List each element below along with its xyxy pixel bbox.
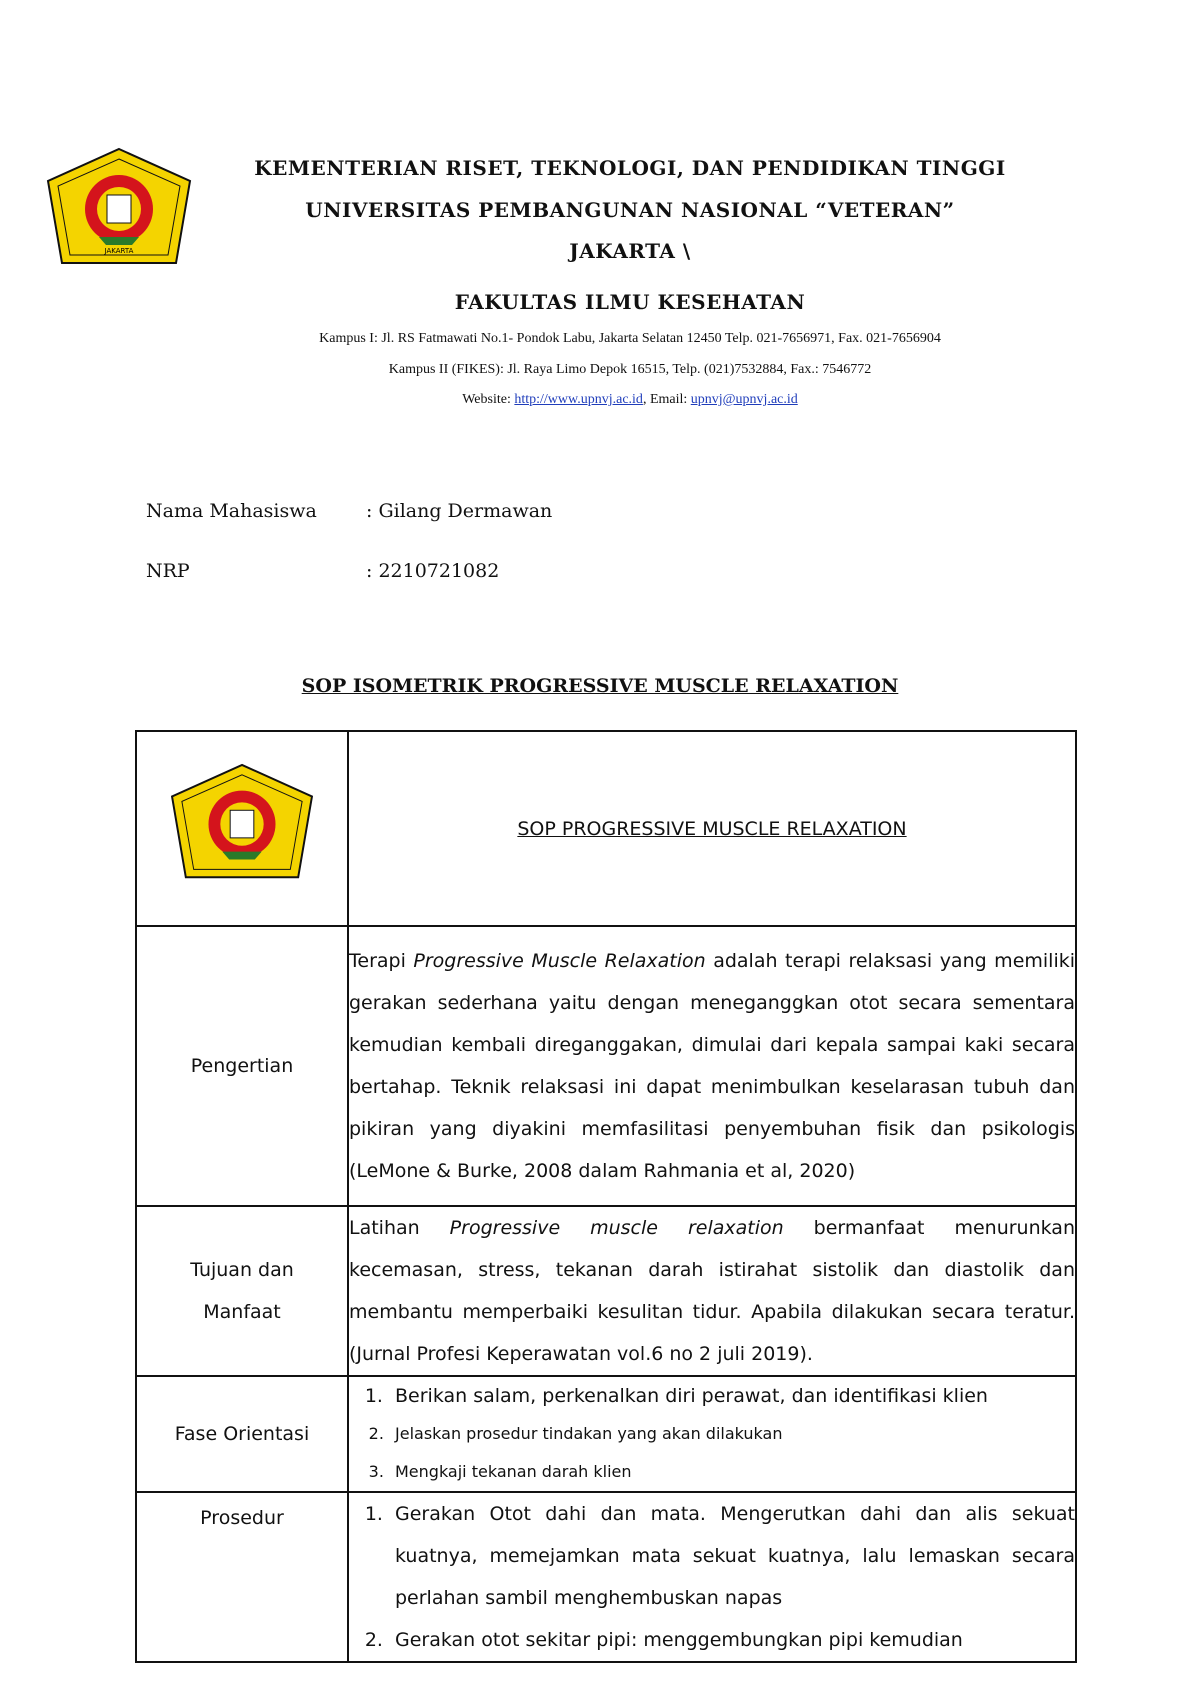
fase-orientasi-content (348, 1376, 1076, 1492)
prosedur-row (136, 1492, 1076, 1662)
list-item: 2. Gerakan otot sekitar pipi: menggembungkan pipi kemudian (389, 1619, 1075, 1661)
pengertian-text-em: Progressive Muscle Relaxation (413, 950, 706, 972)
university-heading: UNIVERSITAS PEMBANGUNAN NASIONAL “VETERAN” (305, 198, 955, 222)
student-name-label: Nama Mahasiswa (146, 500, 317, 522)
pengertian-text-post: adalah terapi relaksasi yang memiliki gerakan sederhana yaitu dengan meneganggkan otot secara sementara kemudian kembali direganggakan, dimulai dari kepala sampai kaki secara bertahap. Teknik relaksasi ini dapat menimbulkan keselarasan tubuh dan pikiran yang diyakini memfasilitasi penyembuhan fisik dan psikologis (LeMone & Burke, 2008 dalam Rahmania et al, 2020) (349, 950, 1076, 1182)
campus-2-address: Kampus II (FIKES): Jl. Raya Limo Depok 16515, Telp. (021)7532884, Fax.: 7546772 (388, 362, 872, 377)
list-item: 2. Jelaskan prosedur tindakan yang akan dilakukan (389, 1415, 1075, 1453)
faculty-heading: FAKULTAS ILMU KESEHATAN (454, 290, 806, 314)
table-logo-cell (136, 731, 348, 926)
student-nrp-label: NRP (146, 560, 190, 582)
tujuan-text-em: Progressive muscle relaxation (449, 1217, 784, 1239)
student-name-row (146, 500, 552, 522)
ministry-heading: KEMENTERIAN RISET, TEKNOLOGI, DAN PENDIDIKAN TINGGI (254, 156, 1006, 180)
website-label: Website: (462, 392, 515, 407)
list-item: 1. Berikan salam, perkenalkan diri perawat, dan identifikasi klien (389, 1377, 1075, 1415)
campus-1-address: Kampus I: Jl. RS Fatmawati No.1- Pondok Labu, Jakarta Selatan 12450 Telp. 021-7656971, Fax. 021-7656904 (319, 331, 941, 346)
fase-orientasi-list (349, 1377, 1075, 1491)
pengertian-row (136, 926, 1076, 1206)
pengertian-text-pre: Terapi (349, 950, 414, 972)
tujuan-row (136, 1206, 1076, 1376)
svg-text:JAKARTA: JAKARTA (104, 247, 134, 255)
email-link[interactable]: upnvj@upnvj.ac.id (690, 392, 798, 407)
list-item: 3. Mengkaji tekanan darah klien (389, 1453, 1075, 1491)
university-logo (44, 145, 194, 283)
student-nrp-value: : 2210721082 (366, 560, 500, 582)
prosedur-content (348, 1492, 1076, 1662)
prosedur-list (349, 1493, 1075, 1661)
student-name-value: : Gilang Dermawan (366, 500, 553, 522)
pengertian-content (348, 926, 1076, 1206)
tujuan-label (136, 1206, 348, 1376)
sop-table (135, 730, 1077, 1663)
student-nrp-row (146, 560, 499, 582)
document-title: SOP ISOMETRIK PROGRESSIVE MUSCLE RELAXATION (301, 675, 899, 697)
fase-orientasi-label: Fase Orientasi (136, 1376, 348, 1492)
fase-orientasi-row (136, 1376, 1076, 1492)
table-header-row (136, 731, 1076, 926)
tujuan-label-line-1: Tujuan dan (190, 1259, 294, 1281)
pengertian-label: Pengertian (136, 926, 348, 1206)
tujuan-text-post: bermanfaat menurunkan kecemasan, stress, tekanan darah istirahat sistolik dan diastolik dan membantu memperbaiki kesulitan tidur. Apabila dilakukan secara teratur. (Jurnal Profesi Keperawatan vol.6 no 2 juli 2019). (349, 1217, 1075, 1365)
city-heading: JAKARTA \ (569, 239, 691, 263)
prosedur-label: Prosedur (136, 1492, 348, 1662)
table-header-title: SOP PROGRESSIVE MUSCLE RELAXATION (348, 731, 1076, 926)
table-university-logo (167, 761, 317, 897)
email-label: , Email: (642, 392, 691, 407)
tujuan-label-line-2: Manfaat (203, 1301, 281, 1323)
list-item: 1. Gerakan Otot dahi dan mata. Mengerutkan dahi dan alis sekuat kuatnya, memejamkan mata sekuat kuatnya, lalu lemaskan secara perlahan sambil menghembuskan napas (389, 1493, 1075, 1619)
tujuan-content (348, 1206, 1076, 1376)
website-link[interactable]: http://www.upnvj.ac.id (514, 392, 643, 407)
tujuan-text-pre: Latihan (349, 1217, 450, 1239)
contact-line (210, 392, 1050, 408)
